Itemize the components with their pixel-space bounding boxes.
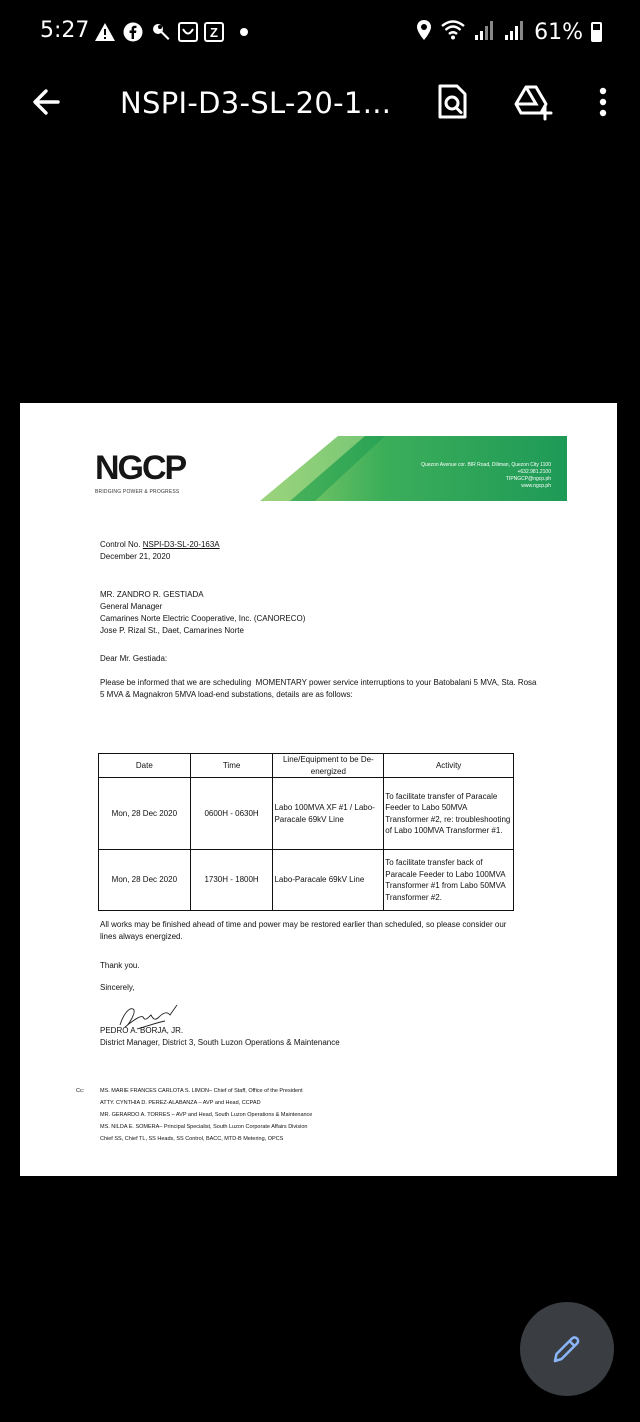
add-to-drive-button[interactable]: [512, 82, 554, 122]
warning-icon: [94, 21, 116, 43]
address-line: Quezon Avenue cor. BIR Road, Diliman, Quezon City 1100: [421, 462, 551, 468]
cc-item: MS. MARIE FRANCES CARLOTA S. LIMON– Chief of Staff, Office of the President: [100, 1088, 303, 1094]
wifi-icon: [440, 19, 466, 46]
z-app-icon: Z: [204, 22, 224, 42]
location-icon: [416, 19, 432, 46]
add-to-drive-icon: [512, 82, 554, 122]
back-button[interactable]: [28, 82, 68, 122]
signatory-name: PEDRO A. BORJA, JR.: [100, 1026, 184, 1035]
cell-date: Mon, 28 Dec 2020: [99, 778, 191, 850]
header-activity: Activity: [384, 754, 514, 778]
facebook-icon: [122, 21, 144, 43]
letter-paragraph: Please be informed that we are scheduling MOMENTARY power service interruptions to your Batobalani 5 MVA, Sta. Rosa 5 MVA & Magnakron 5MVA load-end substations, details are as follows:: [100, 678, 539, 699]
recipient-title: General Manager: [100, 602, 163, 611]
system-icons: [416, 18, 602, 46]
cell-activity: To facilitate transfer of Paracale Feeder to Labo 50MVA Transformer #2, re: troubleshooting of Labo 100MVA Transformer #1.: [384, 778, 514, 850]
cell-time: 1730H - 1800H: [190, 850, 273, 911]
cell-date: Mon, 28 Dec 2020: [99, 850, 191, 911]
letter-body: [100, 539, 540, 701]
status-bar: [0, 0, 640, 66]
cell-activity: To facilitate transfer back of Paracale Feeder to Labo 100MVA Transformer #1 from Labo 50MVA Transformer #2.: [384, 850, 514, 911]
more-options-button[interactable]: [590, 82, 616, 122]
salutation: Dear Mr. Gestiada:: [100, 654, 168, 663]
closing-note: All works may be finished ahead of time and power may be restored earlier than scheduled, so please consider our lines always energized.: [100, 920, 507, 941]
letterhead-address: [421, 462, 551, 490]
signature-block: [100, 1025, 340, 1049]
cc-label: Cc:: [76, 1088, 85, 1094]
header-equipment: Line/Equipment to be De-energized: [273, 754, 384, 778]
edit-pencil-icon: [551, 1333, 583, 1365]
cc-item: ATTY. CYNTHIA D. PEREZ-ALABANZA – AVP and Head, CCPAD: [100, 1100, 261, 1106]
letter-closing: [100, 919, 520, 994]
cell-time: 0600H - 0630H: [190, 778, 273, 850]
find-in-document-button[interactable]: [435, 82, 471, 122]
sincerely: Sincerely,: [100, 983, 135, 992]
more-vert-icon: [590, 82, 616, 122]
schedule-table: [98, 753, 514, 911]
phone-line: +632.981.2100: [517, 469, 551, 475]
document-page[interactable]: [20, 403, 617, 1176]
header-time: Time: [190, 754, 273, 778]
battery-percent: 61%: [534, 19, 583, 45]
status-time: 5:27: [40, 18, 90, 43]
cell-equipment: Labo-Paracale 69kV Line: [273, 850, 384, 911]
signal-icon: [504, 20, 526, 45]
website-line: www.ngcp.ph: [521, 483, 551, 489]
back-arrow-icon: [28, 82, 68, 122]
cc-item: MR. GERARDO A. TORRES – AVP and Head, South Luzon Operations & Maintenance: [100, 1112, 313, 1118]
control-label: Control No.: [100, 540, 141, 549]
control-number: [100, 539, 540, 551]
app-bar: [0, 70, 640, 140]
signal-icon: [474, 20, 496, 45]
logo-tagline: BRIDGING POWER & PROGRESS: [95, 489, 180, 495]
letter-date: December 21, 2020: [100, 552, 171, 561]
cc-item: MS. NILDA E. SOMERA– Principal Specialist, South Luzon Corporate Affairs Division: [100, 1124, 308, 1130]
signatory-title: District Manager, District 3, South Luzon Operations & Maintenance: [100, 1038, 340, 1047]
letterhead-banner: [260, 436, 567, 501]
cc-item: Chief SS, Chief TL, SS Heads, SS Control, BACC, MTD-B Metering, OPCS: [100, 1136, 284, 1142]
table-row: [99, 778, 514, 850]
battery-icon: [591, 22, 602, 42]
thank-you: Thank you.: [100, 961, 140, 970]
dot-icon: [240, 28, 248, 36]
document-search-icon: [435, 82, 471, 122]
messenger-icon: [178, 22, 198, 42]
table-header-row: [99, 754, 514, 778]
email-line: TIPNGCP@ngcp.ph: [505, 476, 551, 482]
edit-fab-button[interactable]: [520, 1302, 614, 1396]
recipient-company: Camarines Norte Electric Cooperative, Inc. (CANORECO): [100, 614, 306, 623]
header-date: Date: [99, 754, 191, 778]
document-title: NSPI-D3-SL-20-1...: [120, 86, 392, 120]
logo-text: NGCP: [95, 449, 186, 487]
recipient-address: Jose P. Rizal St., Daet, Camarines Norte: [100, 626, 244, 635]
ngcp-logo: [95, 449, 185, 495]
cell-equipment: Labo 100MVA XF #1 / Labo-Paracale 69kV Line: [273, 778, 384, 850]
control-value: NSPI-D3-SL-20-163A: [142, 540, 220, 549]
notification-icons: [94, 20, 248, 44]
recipient-name: MR. ZANDRO R. GESTIADA: [100, 590, 204, 599]
table-row: [99, 850, 514, 911]
wrench-icon: [150, 21, 172, 43]
